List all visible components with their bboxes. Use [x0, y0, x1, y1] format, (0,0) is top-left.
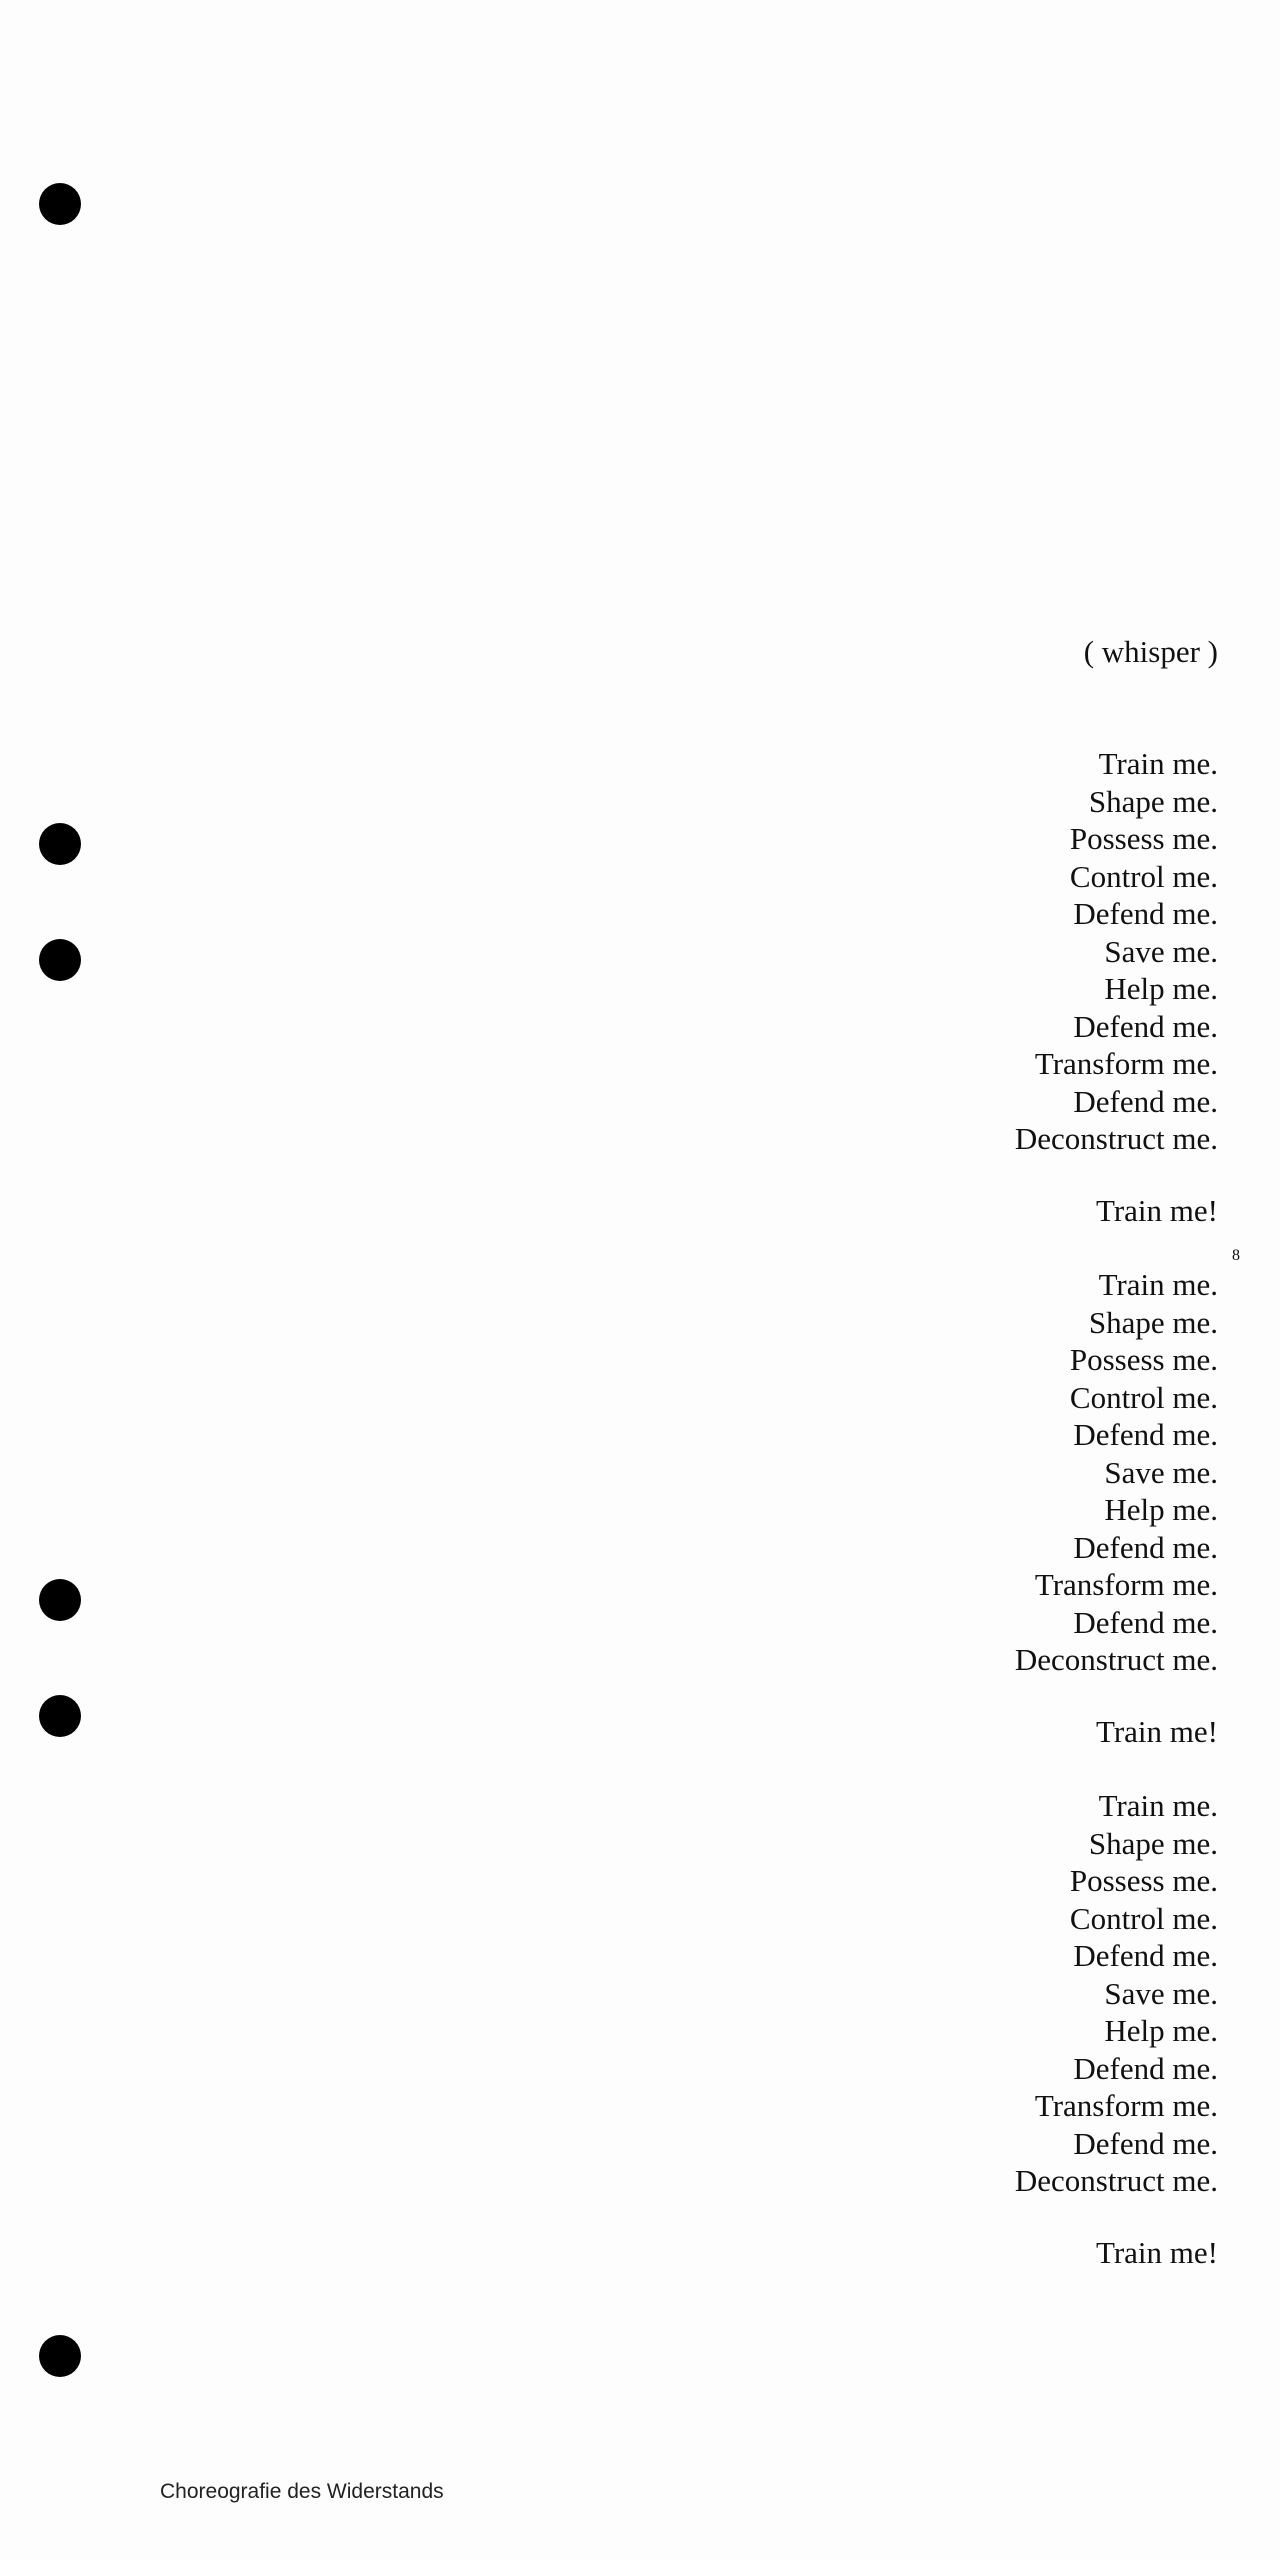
verse-shout: Train me!	[1096, 1193, 1218, 1228]
stage-direction: ( whisper )	[1083, 634, 1218, 669]
verse-line: Save me.	[1104, 933, 1218, 969]
verse-line: Defend me.	[1073, 1604, 1218, 1640]
verse-line: Shape me.	[1088, 1304, 1218, 1340]
verse-line: Control me.	[1069, 1379, 1218, 1415]
verse-line: Defend me.	[1073, 2050, 1218, 2086]
verse-line: Help me.	[1104, 1492, 1218, 1527]
verse-block	[1015, 1787, 1218, 2200]
verse-line: Defend me.	[1073, 1083, 1218, 1119]
verse-line: Control me.	[1069, 1900, 1218, 1936]
verse-line: Defend me.	[1073, 2125, 1218, 2161]
punch-hole	[39, 1695, 81, 1737]
footer-title: Choreografie des Widerstands	[160, 2480, 444, 2503]
verse-line: Save me.	[1104, 1975, 1218, 2011]
verse-line: Deconstruct me.	[1014, 1642, 1218, 1677]
verse-line: Transform me.	[1034, 2088, 1218, 2123]
punch-hole	[39, 183, 81, 225]
verse-line: Defend me.	[1073, 1008, 1218, 1044]
verse-line: Help me.	[1104, 971, 1218, 1006]
verse-line: Help me.	[1104, 2013, 1218, 2048]
punch-hole	[39, 823, 81, 865]
verse-line: Transform me.	[1034, 1046, 1218, 1081]
verse-line: Defend me.	[1073, 1938, 1218, 1973]
verse-line: Transform me.	[1034, 1567, 1218, 1602]
verse-block	[1015, 745, 1218, 1158]
verse-line: Possess me.	[1069, 821, 1218, 856]
verse-block	[1015, 1266, 1218, 1679]
punch-hole	[39, 1579, 81, 1621]
verse-line: Shape me.	[1088, 783, 1218, 819]
page-number: 8	[1232, 1247, 1240, 1264]
verse-line: Shape me.	[1088, 1825, 1218, 1861]
verse-shout: Train me!	[1096, 1714, 1218, 1749]
verse-line: Defend me.	[1073, 1417, 1218, 1452]
verse-line: Save me.	[1104, 1454, 1218, 1490]
verse-line: Train me.	[1098, 1788, 1218, 1823]
verse-line: Train me.	[1098, 1267, 1218, 1302]
verse-line: Defend me.	[1073, 896, 1218, 931]
verse-line: Train me.	[1098, 746, 1218, 781]
verse-line: Possess me.	[1069, 1342, 1218, 1377]
verse-shout: Train me!	[1096, 2235, 1218, 2270]
verse-line: Deconstruct me.	[1014, 2163, 1218, 2198]
verse-line: Defend me.	[1073, 1529, 1218, 1565]
verse-line: Control me.	[1069, 858, 1218, 894]
punch-hole	[39, 939, 81, 981]
verse-line: Possess me.	[1069, 1863, 1218, 1898]
verse-line: Deconstruct me.	[1014, 1121, 1218, 1156]
punch-hole	[39, 2335, 81, 2377]
